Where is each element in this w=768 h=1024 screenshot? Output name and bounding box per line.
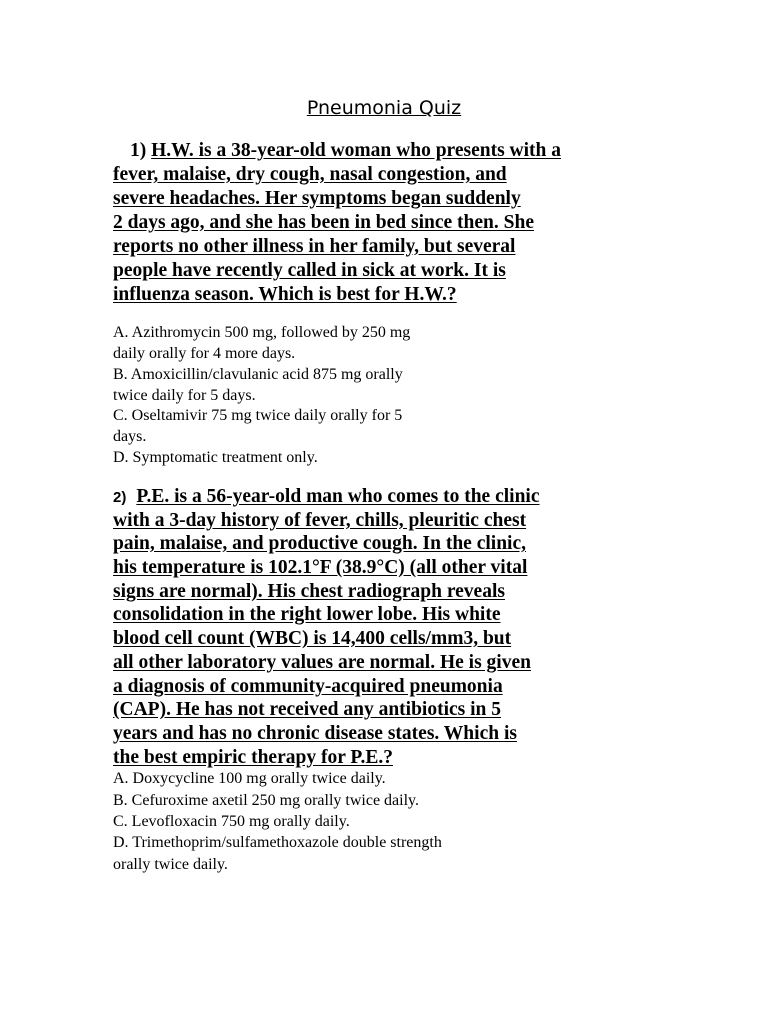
question-2-line: all other laboratory values are normal. He is given	[113, 652, 531, 673]
question-1-text-first: H.W. is a 38-year-old woman who presents with a	[151, 140, 562, 161]
question-1-line: 2 days ago, and she has been in bed since then. She	[113, 212, 534, 233]
question-2-line: the best empiric therapy for P.E.?	[113, 747, 394, 768]
question-2-line: blood cell count (WBC) is 14,400 cells/mm3, but	[113, 628, 512, 649]
answer-option: orally twice daily.	[113, 856, 228, 873]
question-2-line: pain, malaise, and productive cough. In the clinic,	[113, 533, 526, 554]
answer-option: A. Azithromycin 500 mg, followed by 250 mg	[113, 324, 411, 341]
question-2-line: with a 3-day history of fever, chills, pleuritic chest	[113, 510, 527, 531]
question-1-line: influenza season. Which is best for H.W.?	[113, 284, 457, 305]
question-1-line: people have recently called in sick at work. It is	[113, 260, 506, 281]
answer-option: C. Oseltamivir 75 mg twice daily orally for 5	[113, 407, 403, 424]
answer-option: C. Levofloxacin 750 mg orally daily.	[113, 813, 350, 830]
answer-option: B. Amoxicillin/clavulanic acid 875 mg orally	[113, 366, 403, 383]
question-2-text-first: P.E. is a 56-year-old man who comes to the clinic	[136, 486, 540, 507]
question-2-line: (CAP). He has not received any antibiotics in 5	[113, 699, 502, 720]
answer-option: D. Trimethoprim/sulfamethoxazole double strength	[113, 834, 442, 851]
question-1-line: reports no other illness in her family, but several	[113, 236, 516, 257]
question-2-line: years and has no chronic disease states. Which is	[113, 723, 517, 744]
answer-option: daily orally for 4 more days.	[113, 345, 296, 362]
question-2-line: consolidation in the right lower lobe. His white	[113, 604, 501, 625]
answer-option: D. Symptomatic treatment only.	[113, 449, 318, 466]
answer-option: B. Cefuroxime axetil 250 mg orally twice daily.	[113, 792, 419, 809]
question-2-line: signs are normal). His chest radiograph reveals	[113, 581, 505, 602]
question-2-line: a diagnosis of community-acquired pneumonia	[113, 676, 503, 697]
answer-option: A. Doxycycline 100 mg orally twice daily.	[113, 770, 386, 787]
question-1-line	[130, 139, 561, 163]
answer-option: twice daily for 5 days.	[113, 387, 256, 404]
question-1-line: severe headaches. Her symptoms began suddenly	[113, 188, 521, 209]
question-1-line: fever, malaise, dry cough, nasal congestion, and	[113, 164, 507, 185]
page-title: Pneumonia Quiz	[306, 97, 462, 119]
question-2-number: 2)	[113, 489, 127, 506]
question-1-number: 1)	[130, 140, 147, 161]
question-2-line: his temperature is 102.1°F (38.9°C) (all other vital	[113, 557, 528, 578]
question-2-line	[113, 485, 540, 510]
answer-option: days.	[113, 428, 147, 445]
